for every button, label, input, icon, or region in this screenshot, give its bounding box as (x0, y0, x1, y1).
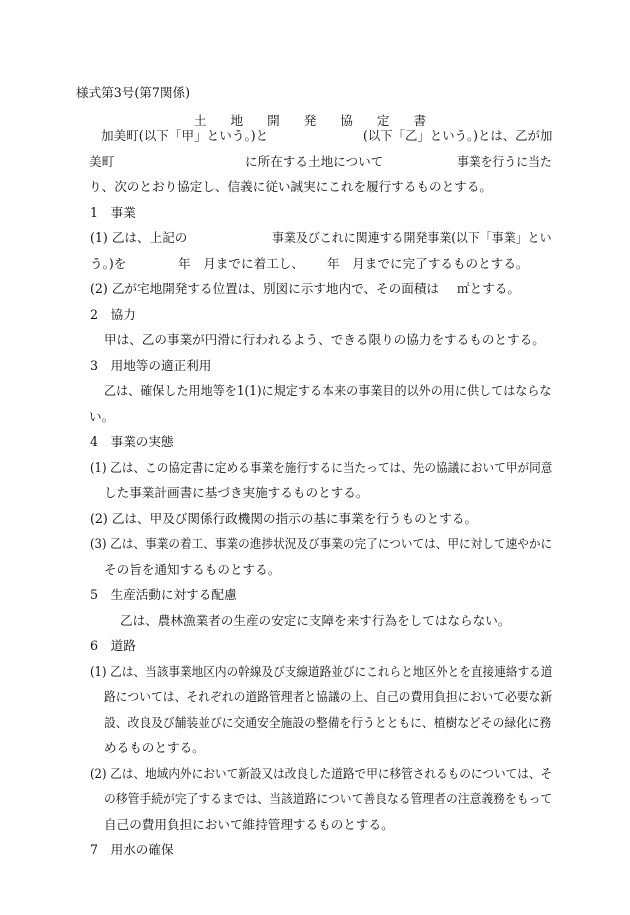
body-line: (1) 乙は、上記の (90, 230, 188, 245)
body-line: 乙は、農林漁業者の生産の安定に支障を来す行為をしてはならない。 (120, 613, 511, 628)
body-line: 2 協力 (90, 307, 136, 322)
document-title: 土 地 開 発 協 定 書 (193, 113, 437, 128)
body-line: 年 月までに完了するものとする。 (327, 256, 529, 271)
body-line: う。)を (90, 256, 127, 271)
body-line: ㎡とする。 (457, 281, 520, 296)
body-line: (1) 乙は、この協定書に定める事業を施行するに当たっては、先の協議において甲が同意 (90, 460, 553, 475)
body-line: 加美町(以下「甲」という。)と (101, 128, 269, 143)
body-line: 1 事業 (90, 205, 136, 220)
form-label: 様式第3号(第7関係) (76, 85, 191, 100)
body-line: めるものとする。 (104, 740, 205, 755)
body-line: い。 (89, 409, 115, 424)
body-line: に所在する土地について (245, 154, 384, 169)
body-line: 7 用水の確保 (90, 842, 174, 857)
body-line: その旨を通知するものとする。 (104, 562, 281, 577)
body-line: 自己の費用負担において維持管理するものとする。 (104, 817, 394, 832)
body-line: 事業及びこれに関連する開発事業(以下「事業」とい (272, 230, 552, 245)
body-line: (2) 乙は、地域内外において新設又は改良した道路で甲に移管されるものについては、そ (90, 766, 553, 781)
body-line: (3) 乙は、事業の着工、事業の進捗状況及び事業の完了については、甲に対して速やかに (90, 536, 553, 551)
body-line: (1) 乙は、当該事業地区内の幹線及び支線道路並びにこれらと地区外とを直接連絡する道 (90, 664, 553, 679)
body-line: (2) 乙は、甲及び関係行政機関の指示の基に事業を行うものとする。 (90, 511, 478, 526)
body-line: 事業を行うに当た (457, 154, 552, 169)
body-line: 甲は、乙の事業が円滑に行われるよう、できる限りの協力をするものとする。 (104, 332, 545, 347)
body-line: 6 道路 (90, 638, 136, 653)
body-line: 5 生産活動に対する配慮 (90, 587, 237, 602)
body-line: 美町 (89, 154, 115, 169)
body-line: (2) 乙が宅地開発する位置は、別図に示す地内で、その面積は (90, 281, 440, 296)
body-line: した事業計画書に基づき実施するものとする。 (104, 485, 369, 500)
body-line: 設、改良及び舗装並びに交通安全施設の整備を行うとともに、植樹などその緑化に務 (104, 715, 552, 730)
body-line: り、次のとおり協定し、信義に従い誠実にこれを履行するものとする。 (89, 179, 492, 194)
body-line: 4 事業の実態 (90, 434, 174, 449)
body-line: 路については、それぞれの道路管理者と協議の上、自己の費用負担において必要な新 (104, 689, 553, 704)
body-line: 年 月までに着工し、 (178, 256, 304, 271)
body-line: の移管手続が完了するまでは、当該道路について善良なる管理者の注意義務をもって (104, 791, 553, 806)
body-line: (以下「乙」という。)とは、乙が加 (363, 128, 553, 143)
body-line: 3 用地等の適正利用 (90, 358, 212, 373)
body-line: 乙は、確保した用地等を1(1)に規定する本来の事業目的以外の用に供してはならな (104, 383, 552, 398)
